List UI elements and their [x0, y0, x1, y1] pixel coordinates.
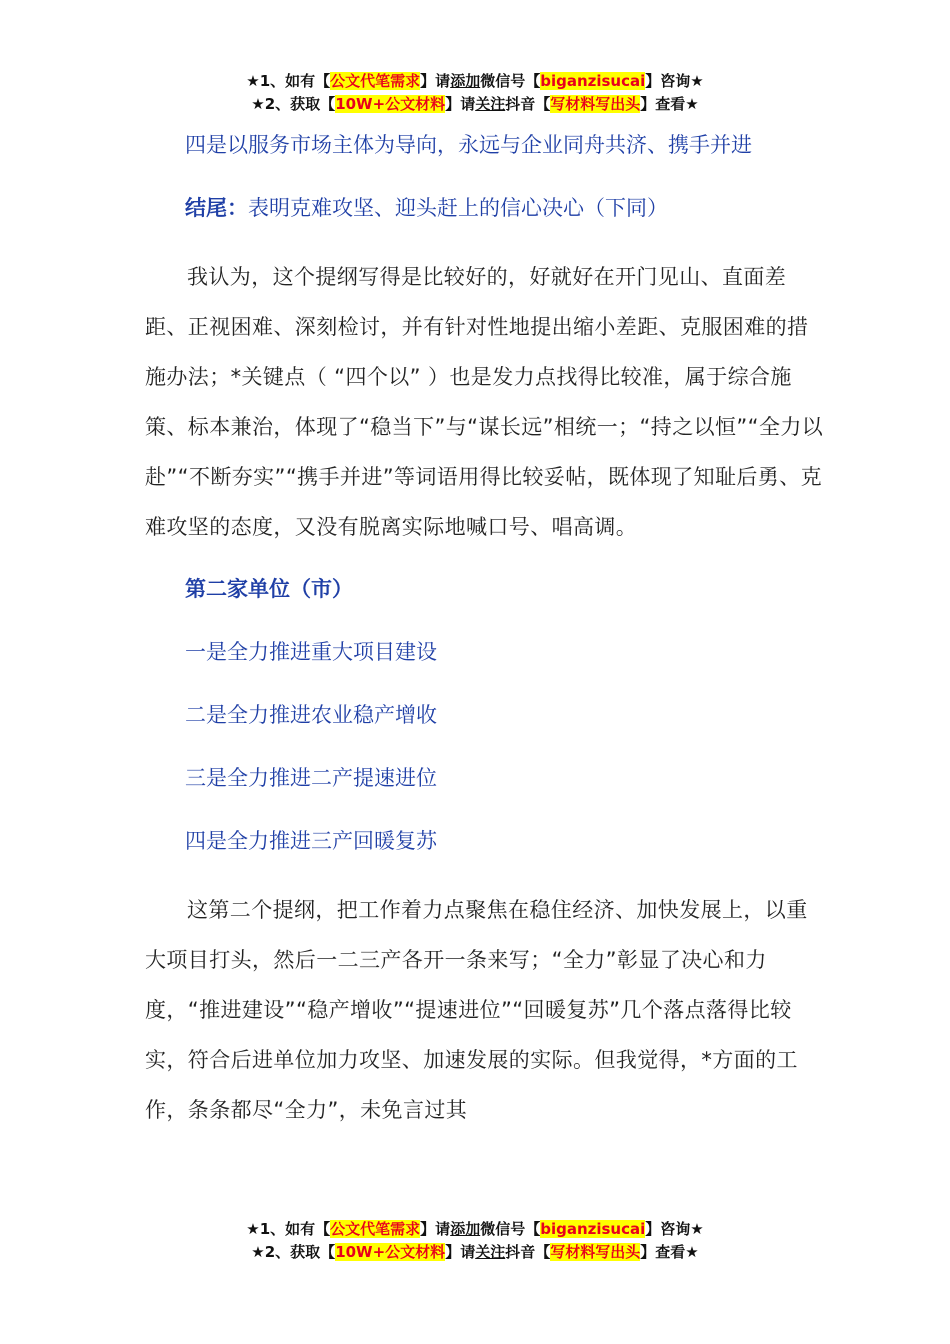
wechat-id-highlight: biganzisucai	[540, 72, 646, 90]
banner-highlight: 公文代笔需求	[330, 1220, 421, 1238]
banner-text: 】查看★	[640, 1243, 699, 1261]
banner-highlight: 10W+公文材料	[335, 1243, 446, 1261]
banner-highlight: 公文代笔需求	[330, 72, 421, 90]
banner-text: 】咨询★	[645, 72, 704, 90]
banner-underlined: 添加	[450, 1220, 481, 1238]
ending-line	[145, 189, 825, 227]
banner-line-1	[0, 1218, 950, 1241]
banner-text: ★2、获取【	[251, 95, 336, 113]
banner-line-2	[0, 1241, 950, 1264]
banner-line-2	[0, 93, 950, 116]
outline-item-3: 三是全力推进二产提速进位	[185, 766, 437, 790]
comment-paragraph-2: 这第二个提纲，把工作着力点聚焦在稳住经济、加快发展上，以重大项目打头，然后一二三产各开一条来写；“全力”彰显了决心和力度，“推进建设”“稳产增收”“提速进位”“回暖复苏”几个落点落得比较实，符合后进单位加力攻坚、加速发展的实际。但我觉得，*方面的工作，条条都尽“全力”，未免言过其	[145, 898, 808, 1122]
wechat-id-highlight: biganzisucai	[540, 1220, 646, 1238]
banner-text: 抖音【	[505, 95, 551, 113]
banner-highlight: 10W+公文材料	[335, 95, 446, 113]
banner-text: 】请	[445, 1243, 476, 1261]
top-banner	[0, 70, 950, 116]
banner-text: 】查看★	[640, 95, 699, 113]
ending-text: 表明克难攻坚、迎头赶上的信心决心（下同）	[248, 196, 668, 220]
banner-text: 微信号【	[480, 72, 541, 90]
banner-underlined: 关注	[475, 95, 506, 113]
banner-text: 抖音【	[505, 1243, 551, 1261]
document-body	[145, 126, 825, 1153]
banner-text: 】咨询★	[645, 1220, 704, 1238]
banner-text: 】请	[420, 72, 451, 90]
banner-text: ★1、如有【	[246, 72, 331, 90]
banner-text: 微信号【	[480, 1220, 541, 1238]
douyin-id-highlight: 写材料写出头	[550, 95, 641, 113]
banner-text: 】请	[420, 1220, 451, 1238]
banner-underlined: 关注	[475, 1243, 506, 1261]
douyin-id-highlight: 写材料写出头	[550, 1243, 641, 1261]
banner-text: 】请	[445, 95, 476, 113]
bottom-banner	[0, 1218, 950, 1264]
banner-underlined: 添加	[450, 72, 481, 90]
outline-item-1: 一是全力推进重大项目建设	[185, 640, 437, 664]
ending-label: 结尾：	[185, 196, 248, 220]
outline-item-2: 二是全力推进农业稳产增收	[185, 703, 437, 727]
outline-item-top: 四是以服务市场主体为导向，永远与企业同舟共济、携手并进	[185, 133, 752, 157]
outline-item-4: 四是全力推进三产回暖复苏	[185, 829, 437, 853]
unit-2-heading: 第二家单位（市）	[185, 577, 353, 601]
comment-paragraph-1: 我认为，这个提纲写得是比较好的，好就好在开门见山、直面差距、正视困难、深刻检讨，并有针对性地提出缩小差距、克服困难的措施办法；*关键点（ “四个以” ）也是发力点找得比较准，属于综合施策、标本兼治，体现了“稳当下”与“谋长远”相统一；“持之以恒”“全力以赴”“不断夯实”“携手并进”等词语用得比较妥帖，既体现了知耻后勇、克难攻坚的态度，又没有脱离实际地喊口号、唱高调。	[145, 265, 824, 539]
banner-text: ★1、如有【	[246, 1220, 331, 1238]
banner-text: ★2、获取【	[251, 1243, 336, 1261]
banner-line-1	[0, 70, 950, 93]
